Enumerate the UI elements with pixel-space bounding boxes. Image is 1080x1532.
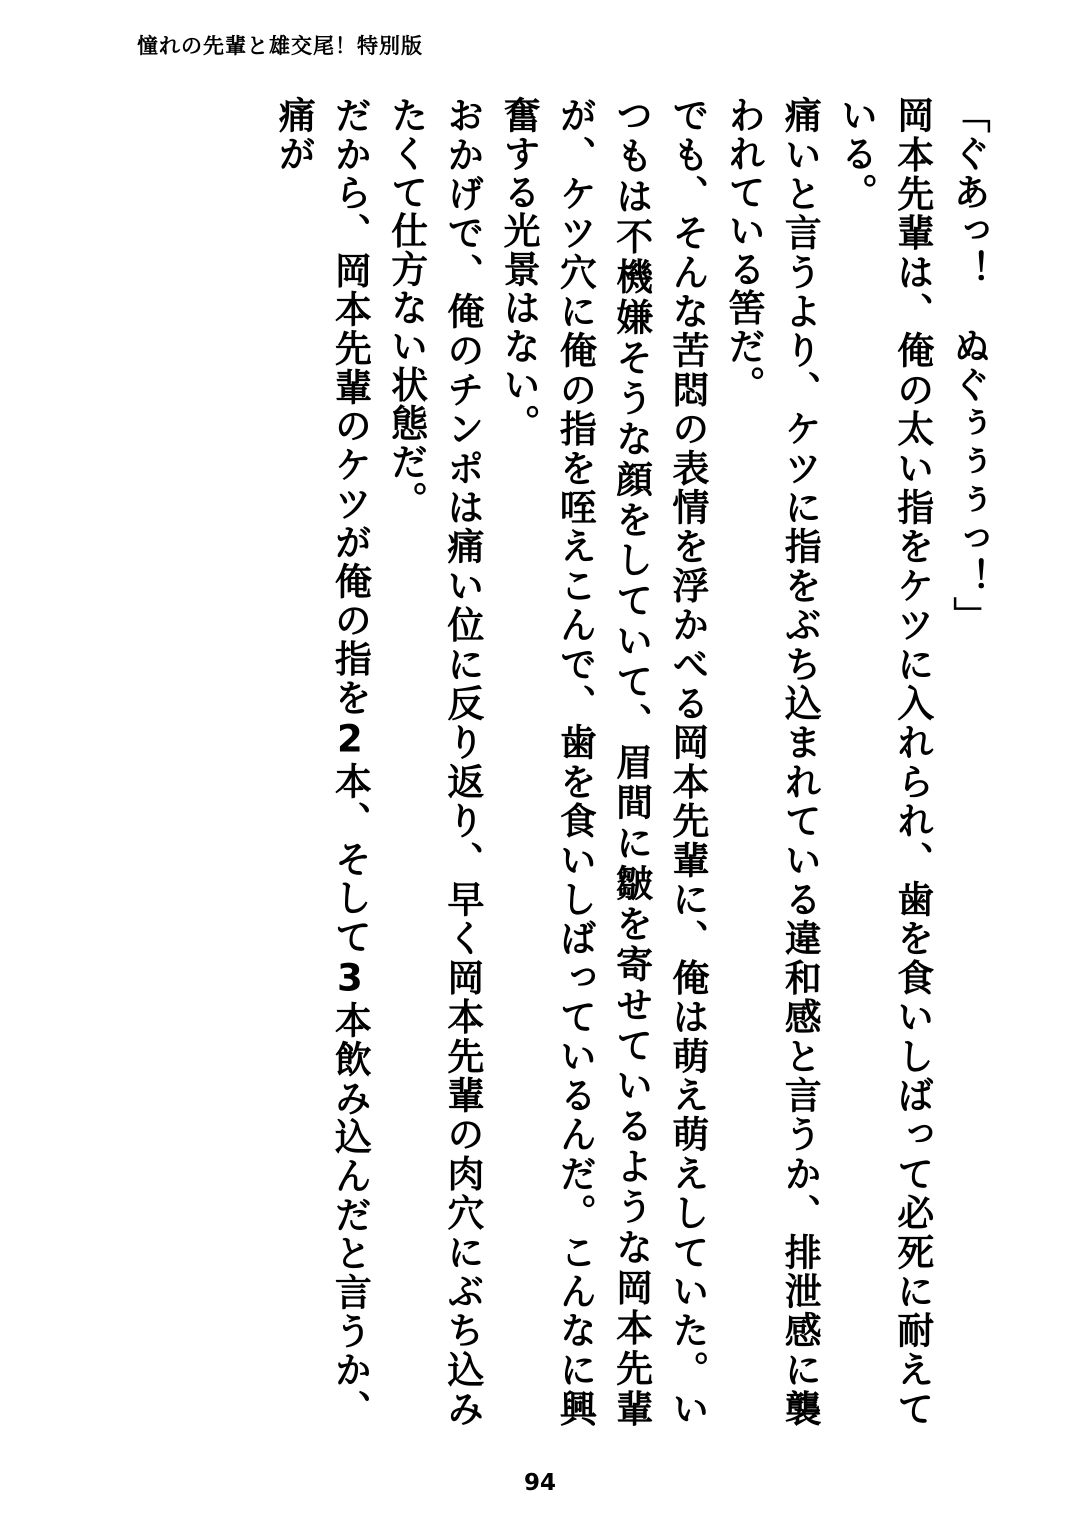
page-number: 94 bbox=[523, 1470, 556, 1496]
body-text-area bbox=[84, 96, 996, 1436]
page-header-title: 憧れの先輩と雄交尾！特別版 bbox=[137, 34, 423, 58]
vertical-body-text: 「ぐあっ！ ぬぐぅぅぅっ！」 岡本先輩は、俺の太い指をケツに入れられ、歯を食いしばって必死に耐えている。 痛いと言うより、ケツに指をぶち込まれている違和感と言うか、排泄感に襲われている筈だ。 でも、そんな苦悶の表情を浮かべる岡本先輩に、俺は萌え萌えしていた。いつもは不機嫌そうな顔をしていて、眉間に皺を寄せているような岡本先輩が、ケツ穴に俺の指を咥えこんで、歯を食いしばっているんだ。こんなに興奮する光景はない。 おかげで、俺のチンポは痛い位に反り返り、早く岡本先輩の肉穴にぶち込みたくて仕方ない状態だ。 だから、岡本先輩のケツが俺の指を2本、そして3本飲み込んだと言うか、痛が bbox=[272, 96, 990, 1429]
